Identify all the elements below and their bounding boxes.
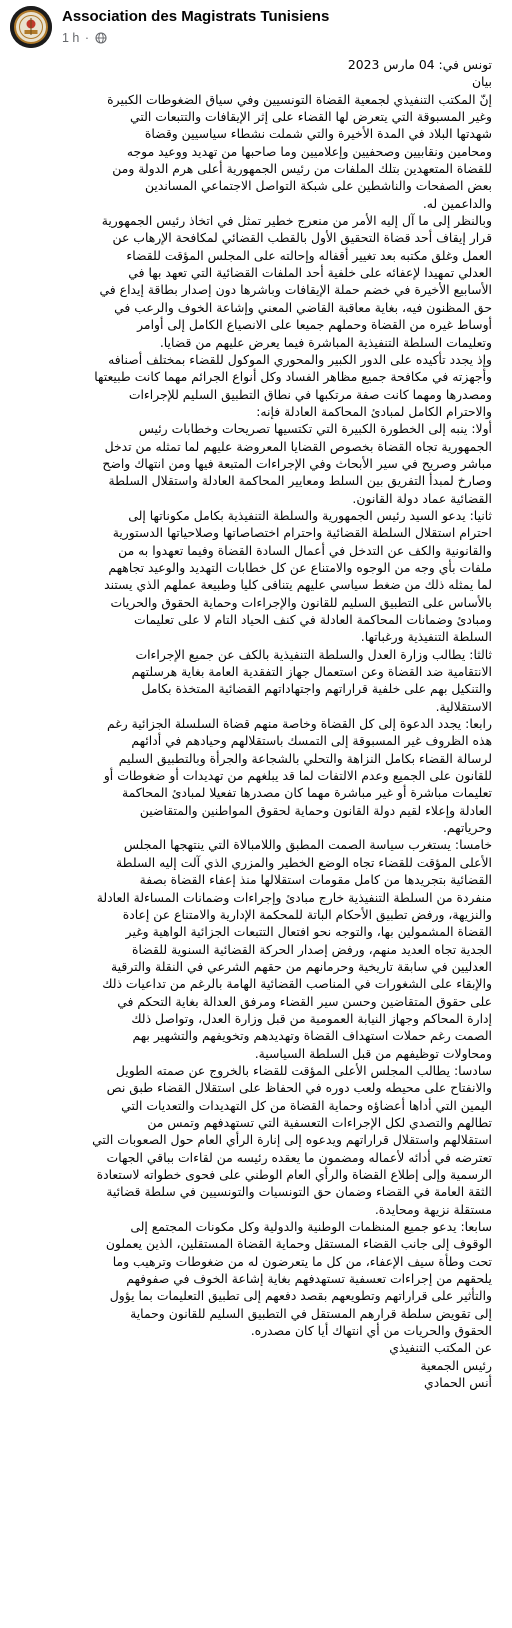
- post-text-line: والنزيهة، ورفض تطبيق الأحكام الباتة للمحكمة الإدارية والامتناع عن إعادة: [122, 906, 492, 922]
- post-text-line: ثانيا: يدعو السيد رئيس الجمهورية والسلطة التنفيذية بكامل مكوناتها إلى: [128, 507, 492, 523]
- post-text-line: القضائية عماد دولة القانون.: [352, 490, 492, 506]
- post-text-line: لرسالة القضاء بكامل النزاهة والتحلي بالشجاعة والجرأة وبالتطبيق السليم: [118, 750, 492, 766]
- page-avatar[interactable]: [10, 6, 52, 48]
- post-text-line: لما يمثله ذلك من ضغط سياسي عليهم يتنافى كليا وطبيعة عملهم الذي يستند: [104, 577, 492, 593]
- post-text-line: العدلي تمهيدا لإعفائه على خلفية أحد الملفات القضائية التي تعهد بها في: [128, 265, 492, 281]
- post-text-line: شهدتها البلاد في المدة الأخيرة والتي شملت نشطاء سياسيين وقضاة: [144, 126, 492, 142]
- post-text-line: بيان: [471, 74, 492, 90]
- post-meta: [62, 31, 107, 45]
- post-text-line: ثالثا: يطالب وزارة العدل والسلطة التنفيذية بالكف عن جميع الإجراءات: [135, 646, 492, 662]
- post-text-line: وصارخ لمبدأ التفريق بين السلط ومعايير المحاكمة العادلة واستقلال السلطة: [108, 473, 492, 489]
- post-header: [0, 0, 512, 52]
- page-name[interactable]: Association des Magistrats Tunisiens: [62, 8, 330, 25]
- post-text-line: الثقة العامة في القضاء وضمان حق التونسيات والتونسيين في سلطة قضائية: [106, 1184, 492, 1200]
- post-text-line: سابعا: يدعو جميع المنظمات الوطنية والدولية وكل مكونات المجتمع إلى: [130, 1219, 492, 1235]
- post-text-line: هذه الظروف غير المسبوقة إلى التمسك باستقلالهم وحيادهم في أدائهم: [131, 733, 492, 749]
- post-text-line: والاحترام الكامل لمبادئ المحاكمة العادلة فإنه:: [256, 403, 492, 419]
- post-time[interactable]: 1 h: [62, 31, 80, 45]
- post-text-line: مباشر وصريح في سير الأبحاث وفي الإجراءات المتبعة فيها ومن انتهاك واضح: [102, 455, 492, 471]
- post-text-line: والتأثير على قراراتهم وتطويعهم بقصد دفعهم إلى تطبيق التعليمات بما يؤول: [109, 1288, 492, 1304]
- post-text-line: وغير المسبوقة التي يتعرض لها القضاء على إثر الإيقافات والتتبعات التي: [130, 109, 492, 125]
- post-text-line: احترام استقلال السلطة القضائية واحترام اختصاصاتها وصلاحياتها الدستورية: [112, 525, 492, 541]
- post-text-line: وأجهزته في مكافحة جميع مظاهر الفساد وكل أنواع الجرائم مهما كانت طبيعتها: [94, 369, 492, 385]
- post-text-line: الصمت رغم حملات استهداف القضاة وتهديدهم وتخويفهم والتشهير بهم: [132, 1028, 492, 1044]
- post-text-line: العمل وغلق مكتبه بعد تغيير أقفاله وإحالته على المجلس المؤقت للقضاء: [126, 247, 492, 263]
- post-text-line: تونس في: 04 مارس 2023: [347, 57, 492, 72]
- post-text-line: تعترضه في أدائه لأعماله ومضمون ما يعقده رئيسه من لقاءات بباقي الجهات: [106, 1149, 492, 1165]
- post-body: [18, 56, 492, 1391]
- post-text-line: رابعا: يجدد الدعوة إلى كل القضاة وخاصة منهم قضاة السلسلة الجزائية رغم: [107, 716, 492, 732]
- post-text-line: للقانون على الجميع وعدم الالتفات لما قد يبلغهم من تهديدات أو ضغوطات أو: [103, 768, 492, 784]
- post-text-line: تعليمات مباشرة أو غير مباشرة مهما كان مصدرها تفعيلا لمبادئ المحاكمة: [121, 785, 492, 801]
- post-text-line: أنس الحمادي: [424, 1375, 492, 1391]
- post-text-line: بعض الصفحات والناشطين على شبكة التواصل الاجتماعي المساندين: [144, 178, 492, 194]
- post-text-line: الأعلى المؤقت للقضاء تجاه الوضع الخطير والمزري الذي آلت إليه السلطة: [116, 854, 492, 870]
- post-text-line: للقضاة المتعهدين بتلك الملفات من رئيس الجمهورية أعلى هرم الدولة ومن: [112, 161, 492, 177]
- post-text-line: على حقوق المتقاضين وحسن سير القضاء ومرفق العدالة بغاية التحكم في: [117, 993, 492, 1009]
- post-text-line: وبالنظر إلى ما آل إليه الأمر من منعرج خطير تمثل في اتخاذ رئيس الجمهورية: [101, 213, 492, 229]
- post-text-line: إدارة المحاكم وجهاز النيابة العمومية من قبل وزارة العدل، وتواصل ذلك: [131, 1010, 492, 1026]
- post-text-line: يلحقهم من إجراءات تعسفية تستهدفهم بغاية إشاعة الخوف في صفوفهم: [126, 1271, 492, 1287]
- post-text-line: الجدية تجاه العديد منهم، ورفض إصدار الحركة القضائية السنوية للقضاة: [131, 941, 492, 957]
- post-text-line: الاستقلالية.: [435, 698, 492, 714]
- post-text-line: ومحامين ونقابيين وصحفيين وإعلاميين وما صاحبها من تهديد ووعيد موجه: [126, 143, 492, 159]
- post-text-line: الحقوق والحريات من أي انتهاك أيا كان مصدره.: [250, 1323, 492, 1339]
- post-text-line: والداعمين له.: [422, 195, 492, 211]
- post-text-line: العدليين في سابقة تاريخية وحرمانهم من حقهم الشرعي في النقلة والترقية: [111, 958, 492, 974]
- post-text-line: خامسا: يستغرب سياسة الصمت المطبق واللامبالاة التي ينتهجها المجلس: [123, 837, 492, 853]
- post-text-line: العادلة وإعلاء لقيم دولة القانون وحماية لحقوق المواطنين والمتقاضين: [139, 802, 492, 818]
- post-text-line: عن المكتب التنفيذي: [389, 1340, 492, 1356]
- association-logo-icon: [10, 6, 52, 48]
- post-text-line: الانتقامية ضد القضاة وعن استعمال جهاز التفقدية العامة بغاية هرسلتهم: [131, 664, 492, 680]
- post-text-line: السلطة التنفيذية ورغباتها.: [360, 629, 492, 645]
- post-text-line: والتنكيل بهم على خلفية قراراتهم واجتهاداتهم القضائية المتخذة بكامل: [141, 681, 492, 697]
- post-text-line: وإذ يجدد تأكيده على الدور الكبير والمحوري الموكول للقضاء بمختلف أصنافه: [108, 351, 492, 367]
- post-text-line: بالأساس على التطبيق السليم للقانون والإجراءات وحماية الحقوق والحريات: [110, 594, 492, 610]
- post-text-line: القضائية بتجريدها من كامل مقومات استقلالها منذ إعفاء القضاة بصفة: [139, 872, 492, 888]
- post-text-line: تحت وطأة سيف الإعفاء، من كل ما يتعرضون له من ضغوطات وترهيب وما: [112, 1253, 492, 1269]
- post-text-line: القضاة المشمولين بها، والتوجه نحو افتعال التتبعات الجزائية الواهية وغير: [125, 924, 492, 940]
- post-text-line: ملفات بأي وجه من الوجوه والامتناع عن كل خطابات التهديد والوعيد تجاههم: [108, 559, 492, 575]
- post-text-line: الوقوف إلى جانب القضاء المستقل وحماية القضاة المستقلين، الذين يعملون: [105, 1236, 492, 1252]
- post-text-line: أولا: ينبه إلى الخطورة الكبيرة التي تكتسيها تصريحات وخطابات رئيس: [138, 421, 492, 437]
- post-text-line: تطالهم والتصدي لكل الإجراءات التعسفية التي تستهدفهم وتمس من: [147, 1114, 492, 1130]
- post-text-line: ومصدرها ومهما كانت صفة مرتكبها في نطاق التطبيق السليم للإجراءات: [128, 386, 492, 402]
- post-text-line: وتعليمات السلطة التنفيذية المباشرة فيما يعرض عليهم من قضايا.: [159, 334, 492, 350]
- post-text-line: قرار إيقاف أحد قضاة التحقيق الأول بالقطب القضائي لمكافحة الإرهاب عن: [112, 230, 492, 246]
- post-text-line: والانفتاح على محيطه ولعب دوره في الحفاظ على استقلال القضاء طبق نص: [106, 1080, 492, 1096]
- post-text-line: وحرياتهم.: [442, 820, 492, 836]
- post-text-line: استقلالهم واستقلال قراراتهم ويدعوه إلى إنارة الرأي العام حول الصعوبات التي: [92, 1132, 492, 1148]
- meta-separator: ·: [84, 31, 90, 45]
- post-text-line: إلى تقويض سلطة قرارهم المستقل في التطبيق السليم للقانون وحماية: [130, 1305, 492, 1321]
- post-text-line: اليمين التي أداها أعضاؤه وحماية القضاة من كل التهديدات والتعديات التي: [121, 1097, 492, 1113]
- post-text-line: ومبادئ وضمانات المحاكمة العادلة في كنف الحياد التام لا على تعليمات: [134, 612, 492, 627]
- post-text-line: حق المظنون فيه، بغاية معاقبة القاضي المعني وإشاعة الخوف والرعب في: [114, 299, 492, 315]
- post-text-line: الجمهورية تجاه القضاة بخصوص القضايا المعروضة عليهم لما تمثله من تدخل: [104, 438, 492, 454]
- globe-icon: [95, 32, 107, 44]
- post-text-line: والقانونية والكف عن التدخل في أعمال السادة القضاة وفيما تعهدوا به من: [118, 542, 492, 558]
- post-text-line: الأسابيع الأخيرة في خضم حملة الإيقافات وباشرها دون إصدار بطاقة إيداع في: [99, 282, 492, 298]
- post-text-line: والإبقاء على الشغورات في المناصب القضائية الهامة بالرغم من تداعيات ذلك: [102, 976, 492, 992]
- post-text-line: أوساط غيره من القضاة وحملهم جميعا على الانصياع الكامل إلى أوامر: [137, 317, 492, 333]
- post-text-line: إنّ المكتب التنفيذي لجمعية القضاة التونسيين وفي سياق الضغوطات الكبيرة: [107, 91, 492, 107]
- post-text-line: ومحاولات توظيفهم من قبل السلطة السياسية.: [254, 1045, 492, 1061]
- post-text-line: رئيس الجمعية: [420, 1357, 492, 1373]
- post-text-line: منفردة من السلطة التنفيذية خارج مبادئ وإجراءات وضمانات المساءلة العادلة: [96, 889, 492, 905]
- post-text-line: سادسا: يطالب المجلس الأعلى المؤقت للقضاء بالخروج عن صمته الطويل: [115, 1062, 492, 1078]
- post-text-line: الرسمية وإلى إطلاع القضاة والرأي العام الوطني على فحوى خطواته لاستعادة: [96, 1167, 492, 1182]
- post-text-line: مستقلة نزيهة ومحايدة.: [374, 1201, 492, 1217]
